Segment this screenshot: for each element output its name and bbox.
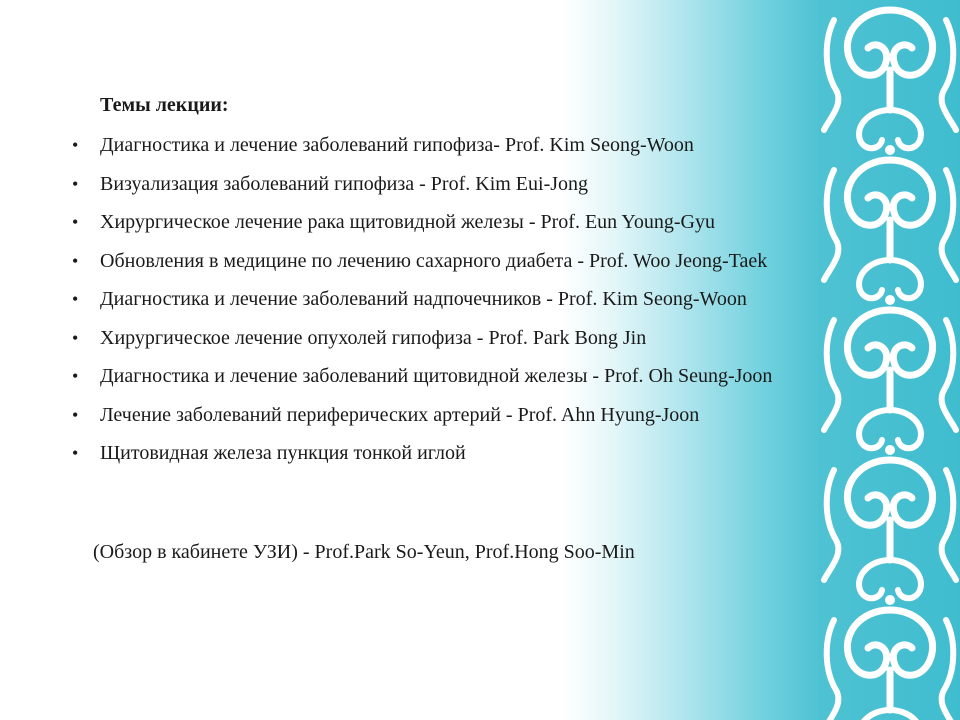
topic-item: [72, 173, 862, 196]
topic-item: [72, 365, 862, 388]
topic-list: [72, 134, 862, 481]
bullet-icon: •: [72, 289, 79, 309]
bullet-icon: •: [72, 173, 79, 194]
bullet-icon: •: [72, 366, 79, 386]
topic-item: [72, 288, 862, 311]
bullet-icon: •: [72, 250, 79, 271]
topic-text: Хирургическое лечение рака щитовидной железы - Prof. Eun Young-Gyu: [100, 211, 715, 233]
bullet-icon: •: [72, 135, 79, 155]
topic-text: Щитовидная железа пункция тонкой иглой: [100, 442, 466, 464]
topic-text: Лечение заболеваний периферических артерий - Prof. Ahn Hyung-Joon: [100, 403, 700, 426]
bullet-icon: •: [72, 443, 79, 463]
topic-item: [72, 134, 862, 157]
topic-text: Диагностика и лечение заболеваний щитовидной железы - Prof. Oh Seung-Joon: [100, 365, 773, 387]
topic-text: Хирургическое лечение опухолей гипофиза - Prof. Park Bong Jin: [100, 326, 647, 349]
bullet-icon: •: [72, 212, 79, 232]
ultrasound-note: (Обзор в кабинете УЗИ) - Prof.Park So-Yeun, Prof.Hong Soo-Min: [93, 541, 635, 563]
topic-text: Диагностика и лечение заболеваний гипофиза- Prof. Kim Seong-Woon: [100, 134, 694, 156]
bullet-icon: •: [72, 404, 79, 425]
bullet-icon: •: [72, 327, 79, 348]
lecture-topics-title: Темы лекции:: [100, 94, 229, 116]
topic-item: [72, 327, 862, 350]
topic-text: Диагностика и лечение заболеваний надпочечников - Prof. Kim Seong-Woon: [100, 288, 747, 310]
topic-item: [72, 211, 862, 234]
topic-item: [72, 404, 862, 427]
topic-item: [72, 250, 862, 273]
topic-text: Визуализация заболеваний гипофиза - Prof. Kim Eui-Jong: [100, 172, 589, 195]
topic-item: [72, 442, 862, 465]
topic-text: Обновления в медицине по лечению сахарного диабета - Prof. Woo Jeong-Taek: [100, 249, 768, 272]
